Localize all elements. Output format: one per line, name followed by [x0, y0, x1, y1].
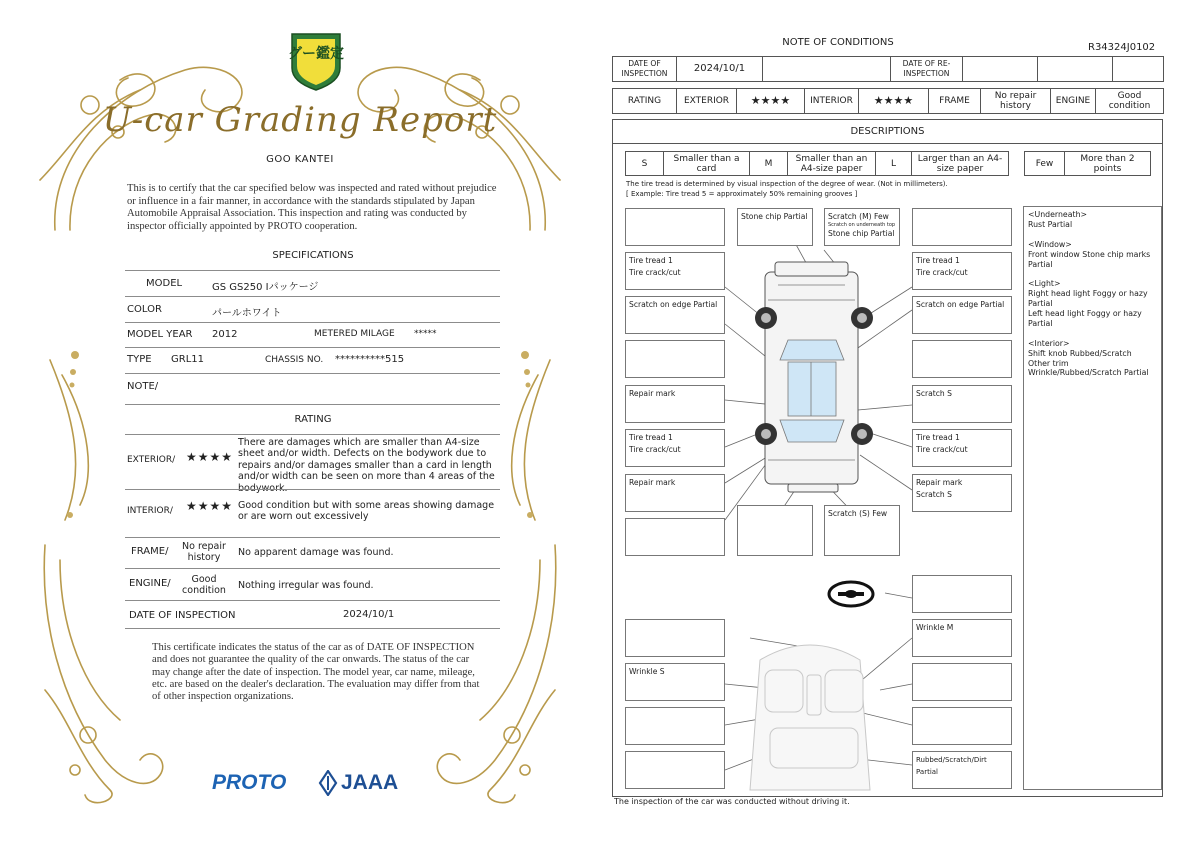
interior-description: Good condition but with some areas showing damage or are worn out excessively — [238, 500, 495, 523]
condition-note: Wrinkle S — [629, 667, 665, 676]
condition-note: Scratch S — [916, 389, 952, 398]
condition-note: Repair mark — [916, 478, 963, 487]
condition-box — [912, 663, 1012, 701]
condition-note: Stone chip Partial — [741, 212, 808, 221]
condition-note: Tire tread 1 — [629, 256, 673, 265]
model-year-value: 2012 — [212, 329, 238, 340]
frame-label: FRAME — [929, 89, 981, 114]
legend-m-desc: Smaller than an A4-size paper — [788, 152, 876, 176]
divider — [125, 489, 500, 490]
condition-box — [625, 751, 725, 789]
divider — [125, 537, 500, 538]
condition-box — [625, 429, 725, 467]
noc-title: NOTE OF CONDITIONS — [782, 37, 894, 48]
divider — [125, 434, 500, 435]
legend-m: M — [750, 152, 788, 176]
condition-note: Scratch (M) Few — [828, 212, 889, 221]
note-heading: <Window> — [1028, 239, 1072, 249]
condition-note: Scratch on underneath top — [828, 222, 896, 228]
condition-note: Scratch (S) Few — [828, 509, 888, 518]
divider — [125, 347, 500, 348]
certificate-disclaimer: This certificate indicates the status of the car as of DATE OF INSPECTION and does not guarantee the quality of the car onwards. The status of the car may change after the date of inspection. The model year, car name, mileage, etc. are based on the dealer's declaration. The evaluation may differ from that of other inspection organizations. — [152, 642, 480, 703]
legend-s-desc: Smaller than a card — [664, 152, 750, 176]
condition-box — [625, 385, 725, 423]
jaaa-logo: JAAA — [341, 771, 399, 794]
model-year-label: MODEL YEAR — [127, 329, 193, 340]
condition-note: Repair mark — [629, 478, 676, 487]
window-note — [1028, 240, 1157, 270]
condition-box — [625, 518, 725, 556]
condition-box — [625, 707, 725, 745]
interior-stars: ★★★★ — [186, 499, 234, 513]
logo-text: グー鑑定 — [288, 46, 344, 62]
condition-note: Scratch S — [916, 490, 952, 499]
divider — [125, 373, 500, 374]
jaaa-logo-mark — [318, 770, 338, 796]
inspection-date-label: DATE OF INSPECTION — [129, 610, 236, 621]
exterior-label: EXTERIOR — [677, 89, 737, 114]
condition-note: Rubbed/Scratch/Dirt Partial — [916, 756, 987, 776]
condition-box — [625, 252, 725, 290]
interior-label: INTERIOR — [805, 89, 859, 114]
condition-note: Tire tread 1 — [629, 433, 673, 442]
type-label: TYPE — [127, 354, 152, 365]
engine-label: ENGINE — [1051, 89, 1096, 114]
certification-statement: This is to certify that the car specified below was inspected and rated without prejudice or influence in a fair manner, in accordance with the standards stipulated by Japan Automobile Appraisal Association. This inspection and rating was conducted by inspector officially appointed by PROTO cooperation. — [127, 183, 497, 232]
chassis-label: CHASSIS NO. — [265, 355, 324, 365]
legend-l-desc: Larger than an A4-size paper — [912, 152, 1009, 176]
note-label: NOTE/ — [127, 381, 159, 392]
legend-s: S — [626, 152, 664, 176]
tread-example: [ Example: Tire tread 5 = approximately 50% remaining grooves ] — [626, 190, 858, 198]
note-of-conditions — [600, 0, 1200, 848]
condition-box — [737, 505, 813, 556]
divider — [125, 600, 500, 601]
interior-note — [1028, 339, 1157, 379]
metered-mileage-label: METERED MILAGE — [314, 329, 395, 339]
frame-value: No repair history — [981, 89, 1051, 114]
model-label: MODEL — [146, 278, 183, 289]
condition-note: Stone chip Partial — [828, 229, 895, 238]
divider — [125, 628, 500, 629]
tread-note: The tire tread is determined by visual inspection of the degree of wear. (Not in millimeters). — [626, 180, 948, 188]
legend-l: L — [876, 152, 912, 176]
chassis-value: **********515 — [335, 354, 405, 365]
engine-value: Good condition — [182, 574, 226, 597]
frame-description: No apparent damage was found. — [238, 547, 394, 558]
metered-mileage-value: ***** — [414, 329, 437, 339]
condition-box — [824, 505, 900, 556]
color-value: パールホワイト — [212, 308, 282, 319]
reference-number: R34324J0102 — [1088, 42, 1156, 53]
condition-box — [912, 575, 1012, 613]
condition-note: Scratch on edge Partial — [916, 300, 1005, 309]
descriptions-heading: DESCRIPTIONS — [612, 119, 1163, 144]
date-of-inspection-label: DATE OF INSPECTION — [613, 57, 677, 82]
condition-box — [625, 208, 725, 246]
condition-box — [912, 474, 1012, 512]
engine-label: ENGINE/ — [129, 578, 171, 589]
inspection-date-value: 2024/10/1 — [343, 609, 395, 620]
condition-note: Tire crack/cut — [916, 445, 968, 454]
condition-box — [912, 296, 1012, 334]
condition-box — [625, 663, 725, 701]
condition-box — [912, 429, 1012, 467]
engine-description: Nothing irregular was found. — [238, 580, 374, 591]
condition-box — [912, 751, 1012, 789]
note-heading: <Underneath> — [1028, 210, 1088, 219]
condition-note: Wrinkle M — [916, 623, 954, 632]
type-value: GRL11 — [171, 354, 204, 365]
condition-note: Tire tread 1 — [916, 433, 960, 442]
legend-few-desc: More than 2 points — [1065, 152, 1151, 176]
condition-box — [625, 296, 725, 334]
divider — [125, 270, 500, 271]
divider — [125, 404, 500, 405]
condition-box — [912, 619, 1012, 657]
footer-note: The inspection of the car was conducted without driving it. — [614, 797, 850, 806]
condition-box — [912, 252, 1012, 290]
divider — [125, 296, 500, 297]
divider — [125, 568, 500, 569]
exterior-description: There are damages which are smaller than A4-size sheet and/or width. Defects on the bodywork due to repairs and/or damages smaller than a card in length and/or width can be seen on more than 4 areas of the bodywork. — [238, 437, 495, 494]
legend-few: Few — [1025, 152, 1065, 176]
light-note — [1028, 279, 1157, 329]
note-body: Shift knob Rubbed/Scratch Other trim Wrinkle/Rubbed/Scratch Partial — [1028, 348, 1149, 378]
condition-box — [912, 208, 1012, 246]
rating-heading: RATING — [294, 414, 332, 425]
rating-label: RATING — [613, 89, 677, 114]
note-body: Rust Partial — [1028, 219, 1073, 229]
interior-stars: ★★★★ — [859, 89, 929, 114]
condition-box — [912, 707, 1012, 745]
condition-box — [912, 385, 1012, 423]
specifications-heading: SPECIFICATIONS — [272, 250, 354, 261]
condition-note: Tire crack/cut — [629, 445, 681, 454]
model-value: GS GS250 Iパッケージ — [212, 282, 319, 293]
divider — [125, 322, 500, 323]
condition-box — [824, 208, 900, 246]
note-body: Right head light Foggy or hazy Partial Left head light Foggy or hazy Partial — [1028, 289, 1148, 328]
interior-label: INTERIOR/ — [127, 506, 173, 516]
condition-box — [625, 619, 725, 657]
condition-note: Tire tread 1 — [916, 256, 960, 265]
note-body: Front window Stone chip marks Partial — [1028, 249, 1151, 269]
condition-note: Tire crack/cut — [629, 268, 681, 277]
condition-box — [737, 208, 813, 246]
frame-label: FRAME/ — [131, 546, 169, 557]
proto-logo: PROTO — [212, 771, 287, 794]
condition-note: Scratch on edge Partial — [629, 300, 718, 309]
condition-note: Repair mark — [629, 389, 676, 398]
condition-note: Tire crack/cut — [916, 268, 968, 277]
color-label: COLOR — [127, 304, 162, 315]
exterior-stars: ★★★★ — [737, 89, 805, 114]
side-notes-panel — [1023, 206, 1162, 790]
date-of-inspection-value: 2024/10/1 — [677, 57, 763, 82]
exterior-stars: ★★★★ — [186, 450, 234, 464]
underneath-note — [1028, 210, 1157, 230]
report-title: U-car Grading Report — [102, 100, 498, 140]
exterior-label: EXTERIOR/ — [127, 455, 176, 465]
frame-value: No repair history — [182, 541, 226, 564]
goo-kantei-logo — [288, 30, 344, 92]
note-heading: <Interior> — [1028, 338, 1070, 348]
condition-box — [625, 474, 725, 512]
condition-box — [625, 340, 725, 378]
report-subtitle: GOO KANTEI — [266, 154, 334, 165]
engine-value: Good condition — [1096, 89, 1164, 114]
note-heading: <Light> — [1028, 279, 1061, 289]
date-of-reinspection-label: DATE OF RE-INSPECTION — [891, 57, 963, 82]
condition-box — [912, 340, 1012, 378]
